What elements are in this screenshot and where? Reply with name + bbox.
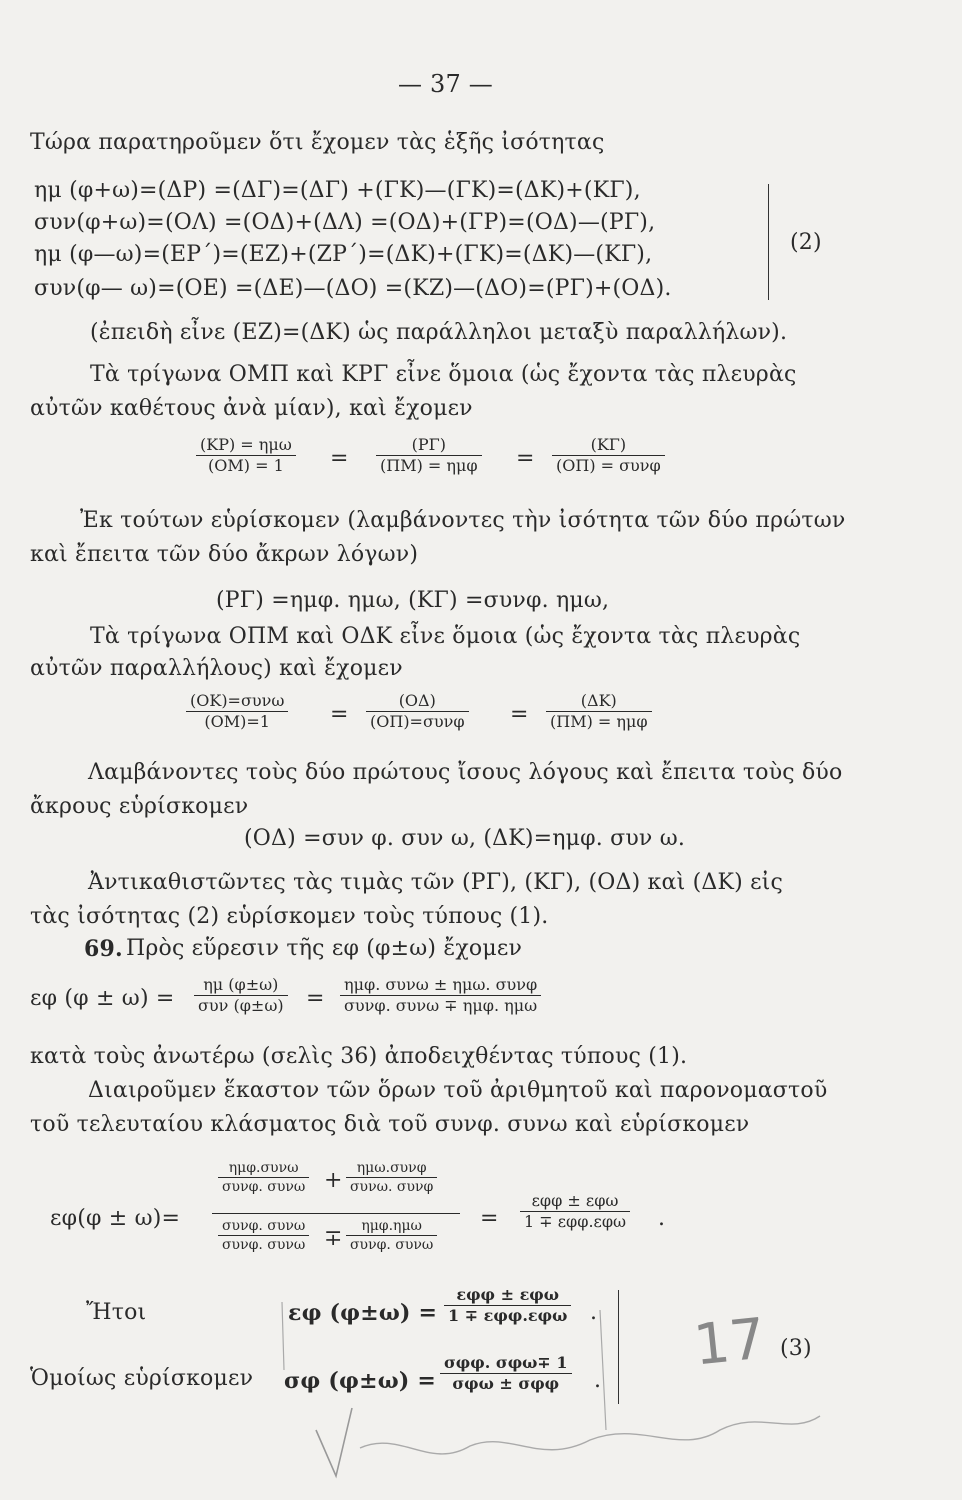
ratio2-f1-numerator: (ΟΚ)=συνω <box>186 692 288 712</box>
paragraph-substitute: Ἀντικαθιστῶντες τὰς τιμὰς τῶν (ΡΓ), (ΚΓ), (ΟΔ) καὶ (ΔΚ) εἰς <box>88 870 784 895</box>
section-heading: Πρὸς εὕρεσιν τῆς εφ (φ±ω) ἔχομεν <box>126 936 523 961</box>
complex-b-denominator: συνω. συνφ <box>350 1179 434 1196</box>
pencil-scribble-icon <box>0 1280 962 1500</box>
paragraph-divide: Διαιροῦμεν ἕκαστον τῶν ὅρων τοῦ ἀριθμητοῦ καὶ παρονομαστοῦ <box>88 1078 828 1103</box>
paragraph-taking-cont: ἄκρους εὑρίσκομεν <box>30 794 249 819</box>
paragraph-taking: Λαμβάνοντες τοὺς δύο πρώτους ἴσους λόγους καὶ ἔπειτα τοὺς δύο <box>88 760 843 785</box>
complex-a-denominator: συνφ. συνω <box>222 1179 306 1196</box>
complex-result-numerator: εφφ ± εφω <box>520 1192 630 1212</box>
complex-d <box>346 1218 437 1253</box>
complex-a-numerator: ημφ.συνω <box>218 1160 309 1178</box>
main-fraction-bar <box>212 1213 460 1214</box>
tan-boxed-numerator: εφφ ± εφω <box>444 1286 571 1306</box>
period: . <box>590 1300 598 1325</box>
intro-line: Τώρα παρατηροῦμεν ὅτι ἔχομεν τὰς ἑξῆς ἰσότητας <box>30 130 605 155</box>
tan-f1-numerator: ημ (φ±ω) <box>194 976 288 996</box>
tan-f1-denominator: συν (φ±ω) <box>198 996 284 1016</box>
paragraph-divide-cont: τοῦ τελευταίου κλάσματος διὰ τοῦ συνφ. συνω καὶ εὑρίσκομεν <box>30 1112 750 1137</box>
result-label-similarly: Ὁμοίως εὑρίσκομεν <box>30 1366 254 1391</box>
equation-line-4: συν(φ— ω)=(ΟΕ) =(ΔΕ)—(ΔΟ) =(ΚΖ)—(ΔΟ)=(ΡΓ)+(ΟΔ). <box>34 276 672 301</box>
equation-label-2: (2) <box>790 230 822 255</box>
complex-d-numerator: ημφ.ημω <box>346 1218 437 1236</box>
paragraph-substitute-cont: τὰς ἰσότητας (2) εὑρίσκομεν τοὺς τύπους (1). <box>30 904 549 929</box>
handwritten-note: 17 <box>690 1306 769 1379</box>
result-od-dk: (ΟΔ) =συν φ. συν ω, (ΔΚ)=ημφ. συν ω. <box>244 826 686 851</box>
right-brace <box>768 184 769 300</box>
equation-line-3: ημ (φ—ω)=(ΕΡ΄)=(ΕΖ)+(ΖΡ΄)=(ΔΚ)+(ΓΚ)=(ΔΚ)—(ΚΓ), <box>34 242 653 267</box>
note-parallel: (ἐπειδὴ εἶνε (ΕΖ)=(ΔΚ) ὡς παράλληλοι μεταξὺ παραλλήλων). <box>90 320 788 345</box>
paragraph-from-these: Ἐκ τούτων εὑρίσκομεν (λαμβάνοντες τὴν ἰσότητα τῶν δύο πρώτων <box>80 508 846 533</box>
paragraph-from-these-cont: καὶ ἔπειτα τῶν δύο ἄκρων λόγων) <box>30 542 419 567</box>
tan-formula-lhs: εφ (φ ± ω) = <box>30 986 175 1011</box>
tan-boxed-denominator: 1 ∓ εφφ.εφω <box>448 1306 568 1326</box>
tan-boxed-lhs: εφ (φ±ω) = <box>288 1300 438 1326</box>
period: . <box>658 1206 666 1231</box>
complex-formula-lhs: εφ(φ ± ω)= <box>50 1206 181 1231</box>
complex-result-denominator: 1 ∓ εφφ.εφω <box>524 1212 627 1232</box>
equals-sign: = <box>330 446 349 471</box>
complex-a <box>218 1160 309 1195</box>
paragraph-according: κατὰ τοὺς ἀνωτέρω (σελὶς 36) ἀποδειχθέντας τύπους (1). <box>30 1044 688 1069</box>
complex-b <box>346 1160 437 1195</box>
ratio2-f3-numerator: (ΔΚ) <box>546 692 652 712</box>
ratio1-fraction-3 <box>552 436 665 476</box>
paragraph-triangles-1-cont: αὐτῶν καθέτους ἀνὰ μίαν), καὶ ἔχομεν <box>30 396 473 421</box>
equals-sign: = <box>480 1206 499 1231</box>
tan-fraction-2 <box>340 976 541 1016</box>
paragraph-triangles-1: Τὰ τρίγωνα ΟΜΠ καὶ ΚΡΓ εἶνε ὅμοια (ὡς ἔχοντα τὰς πλευρὰς <box>90 362 797 387</box>
ratio2-fraction-1 <box>186 692 288 732</box>
equation-line-2: συν(φ+ω)=(ΟΛ) =(ΟΔ)+(ΔΛ) =(ΟΔ)+(ΓΡ)=(ΟΔ)—(ΡΓ), <box>34 210 656 235</box>
paragraph-triangles-2: Τὰ τρίγωνα ΟΠΜ καὶ ΟΔΚ εἶνε ὅμοια (ὡς ἔχοντα τὰς πλευρὰς <box>90 624 801 649</box>
ratio1-f3-numerator: (ΚΓ) <box>552 436 665 456</box>
page-number: — 37 — <box>398 70 493 98</box>
ratio1-fraction-1 <box>196 436 296 476</box>
equation-line-1: ημ (φ+ω)=(ΔΡ) =(ΔΓ)=(ΔΓ) +(ΓΚ)—(ΓΚ)=(ΔΚ)+(ΚΓ), <box>34 178 641 203</box>
minus-plus-sign: ∓ <box>324 1226 343 1251</box>
complex-c-numerator: συνφ. συνω <box>218 1218 309 1236</box>
complex-result-fraction <box>520 1192 630 1232</box>
ratio2-f1-denominator: (ΟΜ)=1 <box>204 712 270 732</box>
period: . <box>594 1368 602 1393</box>
plus-sign: + <box>324 1168 343 1193</box>
ratio1-f2-denominator: (ΠΜ) = ημφ <box>380 456 478 476</box>
complex-fraction <box>212 1160 482 1272</box>
ratio2-f2-numerator: (ΟΔ) <box>366 692 469 712</box>
complex-b-numerator: ημω.συνφ <box>346 1160 437 1178</box>
ratio1-f1-numerator: (ΚΡ) = ημω <box>196 436 296 456</box>
ratio1-fraction-2 <box>376 436 482 476</box>
equals-sign: = <box>330 702 349 727</box>
equals-sign: = <box>516 446 535 471</box>
ratio2-f3-denominator: (ΠΜ) = ημφ <box>550 712 648 732</box>
equation-label-3: (3) <box>780 1336 812 1361</box>
cot-boxed-denominator: σφω ± σφφ <box>452 1374 560 1394</box>
cot-boxed-numerator: σφφ. σφω∓ 1 <box>440 1354 572 1374</box>
tan-f2-denominator: συνφ. συνω ∓ ημφ. ημω <box>344 996 538 1016</box>
ratio1-f3-denominator: (ΟΠ) = συνφ <box>556 456 661 476</box>
paragraph-triangles-2-cont: αὐτῶν παραλλήλους) καὶ ἔχομεν <box>30 656 403 681</box>
result-label-namely: Ἤτοι <box>86 1300 147 1325</box>
ratio2-fraction-2 <box>366 692 469 732</box>
complex-c <box>218 1218 309 1253</box>
result-rg-kg: (ΡΓ) =ημφ. ημω, (ΚΓ) =συνφ. ημω, <box>216 588 610 613</box>
section-number: 69. <box>84 936 123 962</box>
ratio2-fraction-3 <box>546 692 652 732</box>
equals-sign: = <box>306 986 325 1011</box>
complex-c-denominator: συνφ. συνω <box>222 1237 306 1254</box>
ratio2-f2-denominator: (ΟΠ)=συνφ <box>370 712 465 732</box>
complex-d-denominator: συνφ. συνω <box>350 1237 434 1254</box>
ratio1-f2-numerator: (ΡΓ) <box>376 436 482 456</box>
equals-sign: = <box>510 702 529 727</box>
tan-fraction-1 <box>194 976 288 1016</box>
tan-f2-numerator: ημφ. συνω ± ημω. συνφ <box>340 976 541 996</box>
ratio1-f1-denominator: (ΟΜ) = 1 <box>208 456 284 476</box>
cot-boxed-lhs: σφ (φ±ω) = <box>284 1368 436 1394</box>
